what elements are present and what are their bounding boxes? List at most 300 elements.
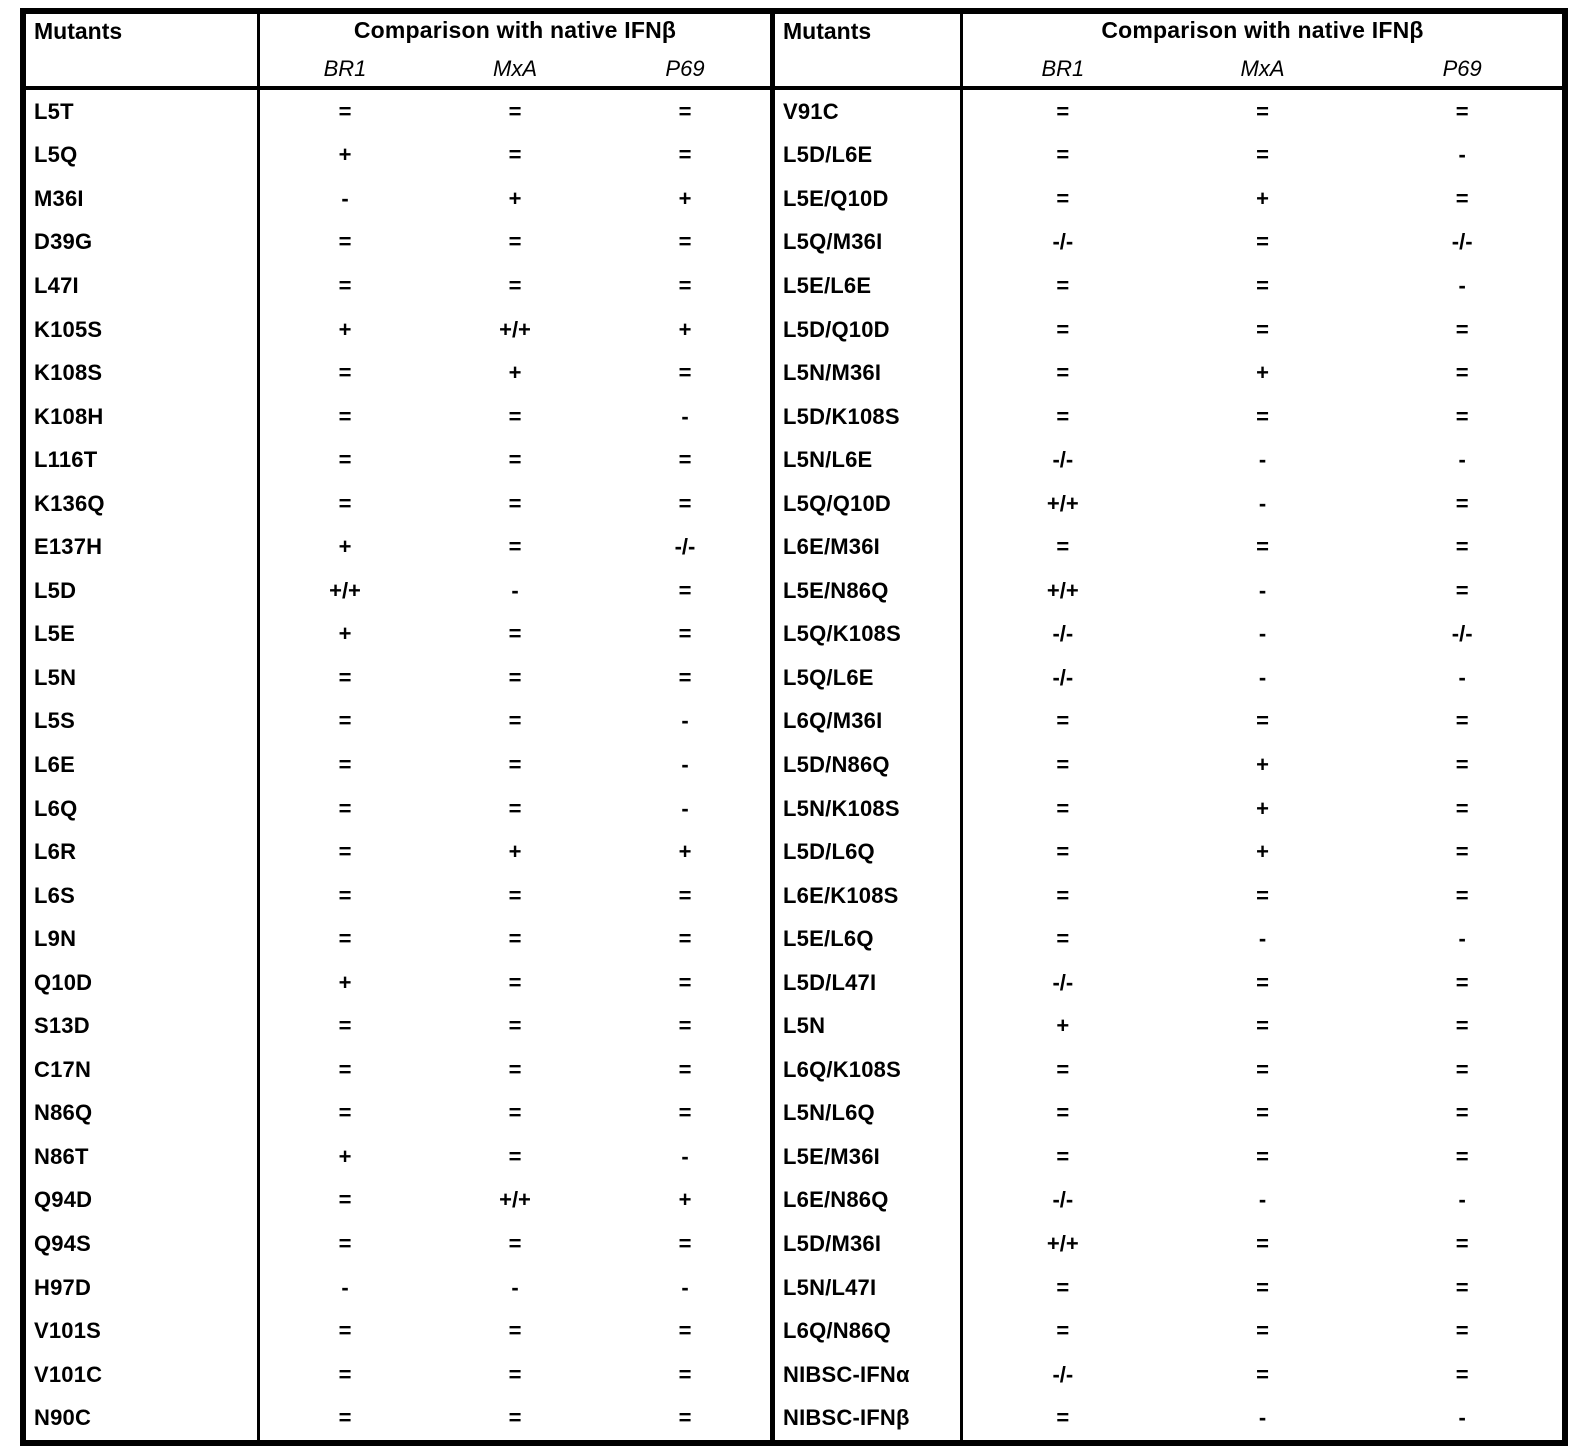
mxa-value: -	[1258, 577, 1267, 603]
br1-value: +/+	[1046, 1230, 1079, 1256]
br1-value: =	[338, 795, 352, 821]
table-row	[26, 1135, 770, 1179]
table-row	[775, 395, 1562, 439]
mutant-name: Q94S	[26, 1222, 260, 1266]
br1-value: +/+	[1046, 490, 1079, 516]
br1-value: =	[338, 403, 352, 429]
p69-value: =	[678, 142, 692, 168]
left-subcol-mxa: MxA	[493, 56, 537, 81]
mxa-value: =	[508, 1100, 522, 1126]
mutants-comparison-table	[20, 8, 1568, 1446]
table-row	[26, 482, 770, 526]
mutant-name: L5E/L6E	[775, 264, 963, 308]
mutant-name: L5E	[26, 613, 260, 657]
br1-value: =	[338, 926, 352, 952]
p69-value: =	[678, 272, 692, 298]
mxa-value: =	[1256, 882, 1269, 908]
mxa-value: =	[1256, 1318, 1269, 1344]
br1-value: =	[1056, 926, 1070, 952]
mxa-value: =	[508, 708, 522, 734]
mutant-name: L5N/L6E	[775, 438, 963, 482]
mutant-name: L5D/N86Q	[775, 743, 963, 787]
mxa-value: -	[1258, 664, 1267, 690]
table-row	[775, 1092, 1562, 1136]
p69-value: =	[1455, 1013, 1469, 1039]
p69-value: =	[1455, 185, 1469, 211]
mutant-name: L5N/M36I	[775, 351, 963, 395]
br1-value: =	[1056, 98, 1070, 124]
p69-value: =	[678, 490, 692, 516]
br1-value: =	[1056, 185, 1070, 211]
mutant-name: C17N	[26, 1048, 260, 1092]
mutant-name: L6E/M36I	[775, 525, 963, 569]
mutant-name: M36I	[26, 177, 260, 221]
br1-value: =	[1056, 360, 1070, 386]
mxa-value: -	[1258, 1405, 1267, 1431]
table-row	[775, 221, 1562, 265]
p69-value: =	[1455, 708, 1469, 734]
p69-value: =	[678, 1013, 692, 1039]
mxa-value: +/+	[499, 1187, 531, 1213]
table-row	[26, 917, 770, 961]
table-row	[26, 438, 770, 482]
p69-value: =	[678, 621, 692, 647]
mutant-name: L5D/L47I	[775, 961, 963, 1005]
table-row	[26, 1309, 770, 1353]
mutant-name: L5D/L6Q	[775, 830, 963, 874]
p69-value: =	[1455, 534, 1469, 560]
mxa-value: +	[1256, 360, 1269, 386]
mxa-value: =	[1256, 142, 1269, 168]
p69-value: +	[678, 316, 692, 342]
mxa-value: =	[508, 795, 522, 821]
mxa-value: =	[508, 272, 522, 298]
br1-value: =	[338, 708, 352, 734]
left-table-body	[26, 90, 770, 1440]
right-comparison-header	[963, 14, 1562, 86]
right-comparison-title: Comparison with native IFNβ	[1101, 17, 1424, 43]
mxa-value: =	[508, 1405, 522, 1431]
left-subcol-br1: BR1	[323, 56, 367, 81]
p69-value: =	[678, 1405, 692, 1431]
mxa-value: -	[1258, 447, 1267, 473]
p69-value: =	[1455, 1056, 1469, 1082]
table-row	[26, 351, 770, 395]
mxa-value: =	[1256, 1100, 1269, 1126]
br1-value: =	[1056, 403, 1070, 429]
left-subcol-p69: P69	[665, 56, 705, 81]
mxa-value: =	[1256, 229, 1269, 255]
br1-value: +	[338, 534, 352, 560]
table-row	[775, 134, 1562, 178]
table-row	[775, 1135, 1562, 1179]
mutant-name: L5E/M36I	[775, 1135, 963, 1179]
br1-value: =	[338, 1013, 352, 1039]
mutant-name: L5D/M36I	[775, 1222, 963, 1266]
right-table-header	[775, 14, 1562, 90]
mutant-name: NIBSC-IFNβ	[775, 1396, 963, 1440]
p69-value: =	[678, 229, 692, 255]
table-row	[775, 1048, 1562, 1092]
br1-value: =	[338, 1361, 352, 1387]
br1-value: +/+	[329, 577, 361, 603]
table-row	[26, 874, 770, 918]
p69-value: -	[1458, 1187, 1466, 1213]
p69-value: =	[1455, 1100, 1469, 1126]
mutant-name: K108H	[26, 395, 260, 439]
table-row	[775, 438, 1562, 482]
mxa-value: -	[511, 1274, 519, 1300]
mxa-value: +	[1256, 839, 1269, 865]
table-row	[775, 787, 1562, 831]
br1-value: -/-	[1052, 621, 1074, 647]
br1-value: -/-	[1052, 664, 1074, 690]
p69-value: -/-	[1451, 229, 1473, 255]
br1-value: =	[1056, 1405, 1070, 1431]
br1-value: +	[338, 142, 352, 168]
mxa-value: =	[508, 926, 522, 952]
mutant-name: E137H	[26, 525, 260, 569]
mutant-name: S13D	[26, 1004, 260, 1048]
table-row	[775, 874, 1562, 918]
mutant-name: V101C	[26, 1353, 260, 1397]
br1-value: =	[338, 447, 352, 473]
mutant-name: L5D/K108S	[775, 395, 963, 439]
p69-value: =	[1455, 795, 1469, 821]
mxa-value: +	[508, 185, 522, 211]
p69-value: =	[1455, 1318, 1469, 1344]
p69-value: +	[678, 839, 692, 865]
br1-value: =	[1056, 1056, 1070, 1082]
mxa-value: =	[1256, 1230, 1269, 1256]
mutant-name: V101S	[26, 1309, 260, 1353]
left-table-half	[26, 14, 775, 1440]
p69-value: =	[678, 664, 692, 690]
br1-value: =	[338, 490, 352, 516]
mutant-name: L6Q/M36I	[775, 700, 963, 744]
br1-value: =	[1056, 751, 1070, 777]
mxa-value: =	[1256, 708, 1269, 734]
mxa-value: =	[508, 447, 522, 473]
p69-value: =	[1455, 969, 1469, 995]
mutant-name: L5N	[26, 656, 260, 700]
br1-value: =	[1056, 708, 1070, 734]
table-row	[775, 743, 1562, 787]
br1-value: =	[338, 272, 352, 298]
br1-value: =	[1056, 882, 1070, 908]
mxa-value: =	[1256, 272, 1269, 298]
mutant-name: L9N	[26, 917, 260, 961]
table-row	[26, 1266, 770, 1310]
br1-value: =	[1056, 1143, 1070, 1169]
mutant-name: Q10D	[26, 961, 260, 1005]
mxa-value: =	[1256, 1056, 1269, 1082]
br1-value: =	[338, 664, 352, 690]
table-row	[775, 525, 1562, 569]
p69-value: +	[678, 185, 692, 211]
mutant-name: L116T	[26, 438, 260, 482]
table-row	[26, 1396, 770, 1440]
mutant-name: L6Q	[26, 787, 260, 831]
mutant-name: L5E/Q10D	[775, 177, 963, 221]
mutant-name: L5D/Q10D	[775, 308, 963, 352]
mutant-name: K136Q	[26, 482, 260, 526]
p69-value: -	[681, 795, 689, 821]
mxa-value: +	[1256, 751, 1269, 777]
p69-value: =	[1455, 882, 1469, 908]
br1-value: -/-	[1052, 447, 1074, 473]
table-row	[775, 1396, 1562, 1440]
table-row	[26, 1179, 770, 1223]
table-row	[26, 1222, 770, 1266]
p69-value: =	[678, 1318, 692, 1344]
br1-value: +	[338, 621, 352, 647]
mxa-value: =	[1256, 403, 1269, 429]
p69-value: =	[1455, 839, 1469, 865]
br1-value: -/-	[1052, 1187, 1074, 1213]
br1-value: =	[338, 1056, 352, 1082]
mxa-value: =	[1256, 969, 1269, 995]
left-comparison-header	[260, 14, 770, 86]
table-row	[26, 1048, 770, 1092]
table-row	[26, 613, 770, 657]
table-row	[775, 569, 1562, 613]
br1-value: =	[1056, 1100, 1070, 1126]
mutant-name: V91C	[775, 90, 963, 134]
table-row	[26, 656, 770, 700]
p69-value: =	[678, 1100, 692, 1126]
mxa-value: =	[508, 1143, 522, 1169]
table-row	[775, 264, 1562, 308]
br1-value: -/-	[1052, 229, 1074, 255]
mxa-value: -	[511, 577, 519, 603]
br1-value: =	[338, 229, 352, 255]
left-comparison-title: Comparison with native IFNβ	[353, 17, 677, 43]
br1-value: +/+	[1046, 577, 1079, 603]
p69-value: -	[681, 708, 689, 734]
mutant-name: L5N/L6Q	[775, 1092, 963, 1136]
right-subcol-br1: BR1	[1041, 56, 1085, 81]
mxa-value: -	[1258, 1187, 1267, 1213]
p69-value: +	[678, 1187, 692, 1213]
p69-value: =	[678, 360, 692, 386]
mxa-value: =	[508, 969, 522, 995]
mxa-value: =	[1256, 1361, 1269, 1387]
mutant-name: L6E/N86Q	[775, 1179, 963, 1223]
br1-value: =	[1056, 1318, 1070, 1344]
p69-value: =	[1455, 1274, 1469, 1300]
mxa-value: -	[1258, 490, 1267, 516]
p69-value: =	[678, 447, 692, 473]
mxa-value: =	[1256, 1274, 1269, 1300]
mxa-value: =	[508, 664, 522, 690]
mutant-name: L5E/L6Q	[775, 917, 963, 961]
table-row	[26, 134, 770, 178]
mxa-value: =	[508, 403, 522, 429]
p69-value: =	[678, 1056, 692, 1082]
br1-value: =	[338, 1187, 352, 1213]
mxa-value: +/+	[499, 316, 531, 342]
p69-value: =	[678, 969, 692, 995]
left-subcolumn-row	[260, 44, 770, 86]
p69-value: -/-	[1451, 621, 1473, 647]
br1-value: =	[338, 1405, 352, 1431]
br1-value: =	[1056, 795, 1070, 821]
mutant-name: L5N/K108S	[775, 787, 963, 831]
mutant-name: L6S	[26, 874, 260, 918]
p69-value: =	[678, 926, 692, 952]
mxa-value: =	[508, 882, 522, 908]
table-row	[775, 1179, 1562, 1223]
mutant-name: L5Q/M36I	[775, 221, 963, 265]
p69-value: -	[1458, 272, 1466, 298]
table-row	[775, 1222, 1562, 1266]
br1-value: =	[1056, 1274, 1070, 1300]
table-row	[775, 177, 1562, 221]
mxa-value: =	[1256, 1143, 1269, 1169]
p69-value: =	[678, 1361, 692, 1387]
mxa-value: +	[508, 360, 522, 386]
p69-value: -	[1458, 926, 1466, 952]
p69-value: =	[1455, 360, 1469, 386]
mxa-value: +	[508, 839, 522, 865]
p69-value: =	[678, 577, 692, 603]
table-row	[775, 613, 1562, 657]
mutant-name: L5T	[26, 90, 260, 134]
p69-value: =	[1455, 98, 1469, 124]
table-row	[26, 177, 770, 221]
br1-value: =	[338, 98, 352, 124]
p69-value: =	[1455, 751, 1469, 777]
mutant-name: H97D	[26, 1266, 260, 1310]
mxa-value: +	[1256, 795, 1269, 821]
table-row	[26, 830, 770, 874]
br1-value: =	[1056, 142, 1070, 168]
mutant-name: Q94D	[26, 1179, 260, 1223]
table-row	[26, 1353, 770, 1397]
mutant-name: K108S	[26, 351, 260, 395]
mutant-name: D39G	[26, 221, 260, 265]
table-row	[26, 743, 770, 787]
table-row	[26, 700, 770, 744]
table-row	[775, 917, 1562, 961]
table-row	[775, 830, 1562, 874]
br1-value: =	[338, 360, 352, 386]
table-row	[775, 1004, 1562, 1048]
p69-value: -	[1458, 142, 1466, 168]
br1-value: +	[338, 1143, 352, 1169]
table-row	[26, 264, 770, 308]
left-table-header	[26, 14, 770, 90]
p69-value: =	[1455, 1143, 1469, 1169]
br1-value: =	[1056, 534, 1070, 560]
p69-value: =	[1455, 403, 1469, 429]
p69-value: =	[678, 98, 692, 124]
table-row	[26, 221, 770, 265]
mxa-value: =	[508, 98, 522, 124]
mutant-name: K105S	[26, 308, 260, 352]
mutant-name: N86Q	[26, 1092, 260, 1136]
mutant-name: L6Q/N86Q	[775, 1309, 963, 1353]
br1-value: =	[338, 882, 352, 908]
right-table-half	[775, 14, 1562, 1440]
p69-value: =	[1455, 1361, 1469, 1387]
p69-value: -	[1458, 1405, 1466, 1431]
br1-value: =	[338, 751, 352, 777]
right-mutants-header: Mutants	[775, 14, 963, 86]
table-row	[775, 1266, 1562, 1310]
mxa-value: =	[508, 751, 522, 777]
table-row	[775, 308, 1562, 352]
table-row	[26, 525, 770, 569]
mxa-value: =	[1256, 316, 1269, 342]
table-row	[26, 395, 770, 439]
right-subcol-mxa: MxA	[1240, 56, 1285, 81]
right-table-body	[775, 90, 1562, 1440]
p69-value: -	[1458, 664, 1466, 690]
table-row	[26, 1004, 770, 1048]
table-row	[775, 1353, 1562, 1397]
mutant-name: L5N	[775, 1004, 963, 1048]
mxa-value: =	[508, 1318, 522, 1344]
table-row	[775, 1309, 1562, 1353]
table-row	[26, 961, 770, 1005]
right-subcol-p69: P69	[1442, 56, 1482, 81]
mutant-name: L5Q/Q10D	[775, 482, 963, 526]
mutant-name: L5D/L6E	[775, 134, 963, 178]
table-row	[775, 700, 1562, 744]
mxa-value: =	[508, 1056, 522, 1082]
p69-value: -	[681, 1143, 689, 1169]
p69-value: =	[678, 1230, 692, 1256]
p69-value: =	[678, 882, 692, 908]
mxa-value: =	[1256, 98, 1269, 124]
table-row	[26, 787, 770, 831]
mutant-name: L6E	[26, 743, 260, 787]
p69-value: =	[1455, 577, 1469, 603]
p69-value: -	[681, 403, 689, 429]
mutant-name: L5N/L47I	[775, 1266, 963, 1310]
mutant-name: NIBSC-IFNα	[775, 1353, 963, 1397]
mutant-name: L5S	[26, 700, 260, 744]
mxa-value: +	[1256, 185, 1269, 211]
mxa-value: =	[508, 534, 522, 560]
table-row	[775, 482, 1562, 526]
br1-value: +	[1056, 1013, 1070, 1039]
mxa-value: =	[508, 1230, 522, 1256]
table-row	[26, 308, 770, 352]
table-row	[775, 961, 1562, 1005]
table-row	[26, 1092, 770, 1136]
table-row	[775, 656, 1562, 700]
br1-value: +	[338, 316, 352, 342]
mutant-name: L47I	[26, 264, 260, 308]
right-subcolumn-row	[963, 44, 1562, 86]
mutant-name: L5E/N86Q	[775, 569, 963, 613]
mutant-name: L6R	[26, 830, 260, 874]
br1-value: -	[341, 185, 349, 211]
br1-value: =	[338, 1100, 352, 1126]
table-row	[775, 90, 1562, 134]
br1-value: -	[341, 1274, 349, 1300]
table-row	[775, 351, 1562, 395]
mxa-value: =	[508, 490, 522, 516]
mxa-value: -	[1258, 621, 1267, 647]
mxa-value: =	[508, 1361, 522, 1387]
mutant-name: L6E/K108S	[775, 874, 963, 918]
mutant-name: L6Q/K108S	[775, 1048, 963, 1092]
p69-value: -	[681, 751, 689, 777]
